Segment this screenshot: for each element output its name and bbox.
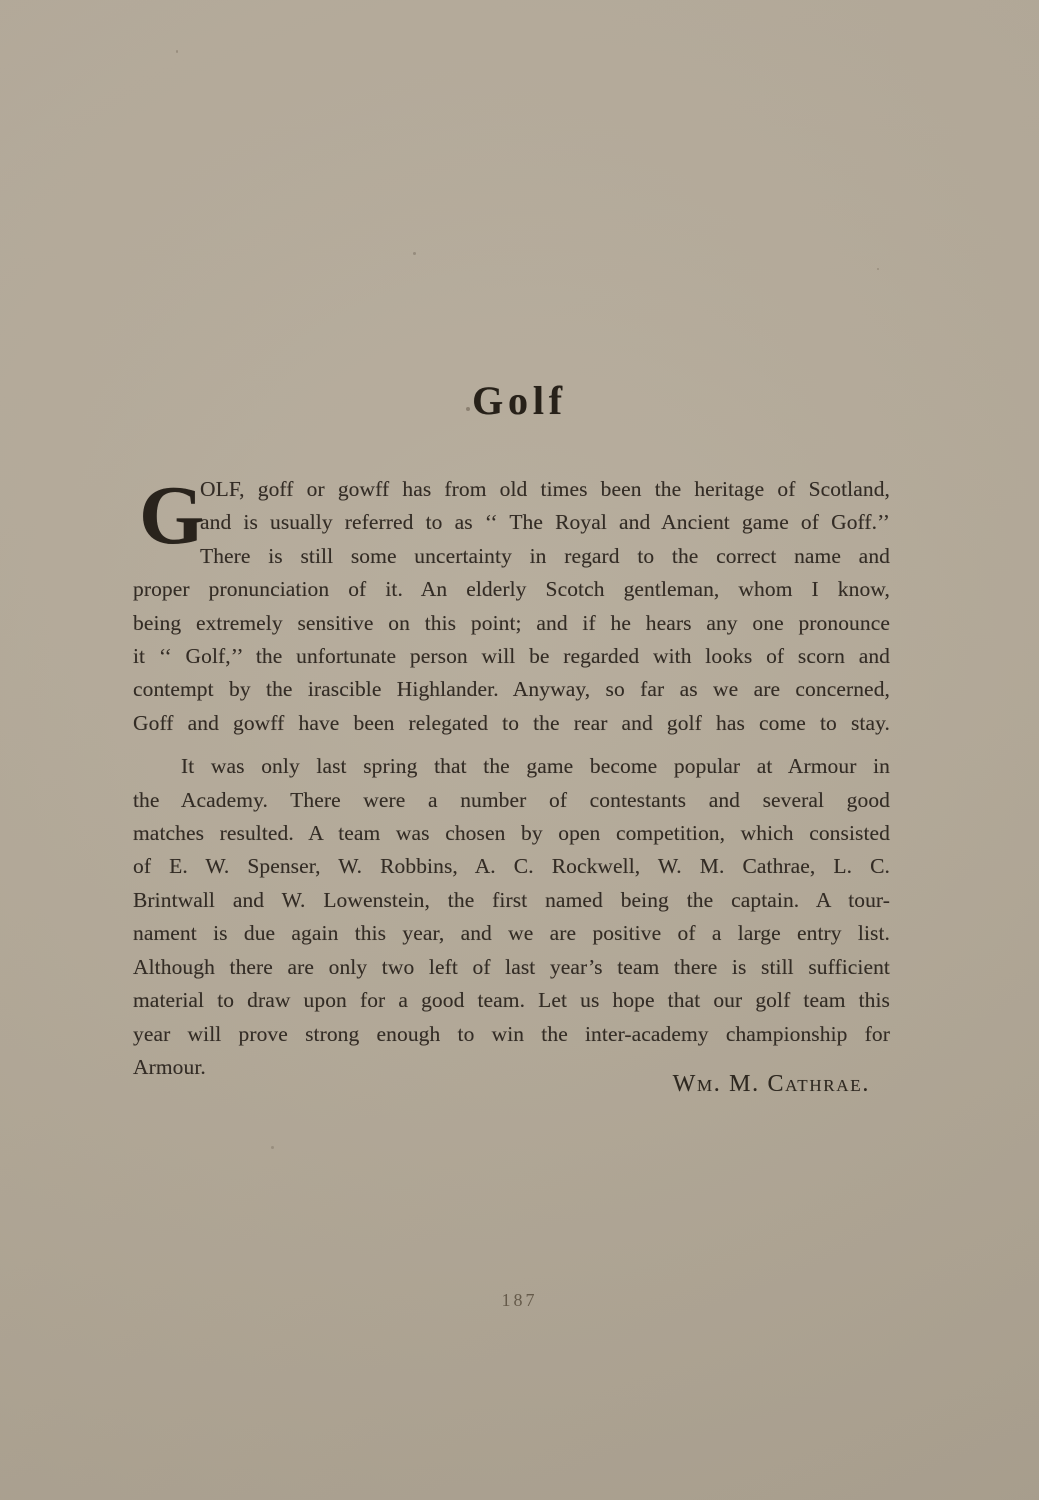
text-line: material to draw upon for a good team. Let us hope that our golf team this [133,988,890,1013]
text-line: Although there are only two left of last year’s team there is still sufficient [133,954,890,979]
text-line: nament is due again this year, and we are positive of a large entry list. [133,921,890,946]
text-line: being extremely sensitive on this point; and if he hears any one pronounce [133,610,890,635]
drop-cap-box [133,469,205,568]
scan-speck [413,252,416,255]
text-line: There is still some uncertainty in regard to the correct name and [200,543,890,568]
scan-speck [877,268,879,270]
paragraph-2 [133,750,890,1084]
drop-cap-letter: G [139,469,205,562]
scan-speck [176,50,178,53]
scan-speck [271,1146,274,1149]
page-title: Golf [472,378,567,423]
text-line: Armour. [133,1054,206,1079]
text-line: of E. W. Spenser, W. Robbins, A. C. Rockwell, W. M. Cathrae, L. C. [133,854,890,879]
text-line: proper pronunciation of it. An elderly Scotch gentleman, whom I know, [133,577,890,602]
text-line: contempt by the irascible Highlander. Anyway, so far as we are concerned, [133,677,890,702]
text-line: year will prove strong enough to win the inter-academy championship for [133,1021,890,1046]
text-line: Goff and gowff have been relegated to the rear and golf has come to stay. [133,710,890,735]
paragraph-1 [133,469,890,740]
text-line: and is usually referred to as ‘‘ The Royal and Ancient game of Goff.’’ [200,510,890,535]
text-line: matches resulted. A team was chosen by open competition, which consisted [133,821,890,846]
text-line: Brintwall and W. Lowenstein, the first named being the captain. A tour- [133,887,890,912]
text-line: it ‘‘ Golf,’’ the unfortunate person will be regarded with looks of scorn and [133,644,890,669]
text-line: It was only last spring that the game become popular at Armour in [181,754,890,779]
text-line: OLF, goff or gowff has from old times been the heritage of Scotland, [200,477,890,501]
body-text [133,469,890,1102]
page-number: 187 [501,1290,538,1310]
text-line: the Academy. There were a number of contestants and several good [133,787,890,812]
author-signature: Wm. M. Cathrae. [672,1071,870,1098]
